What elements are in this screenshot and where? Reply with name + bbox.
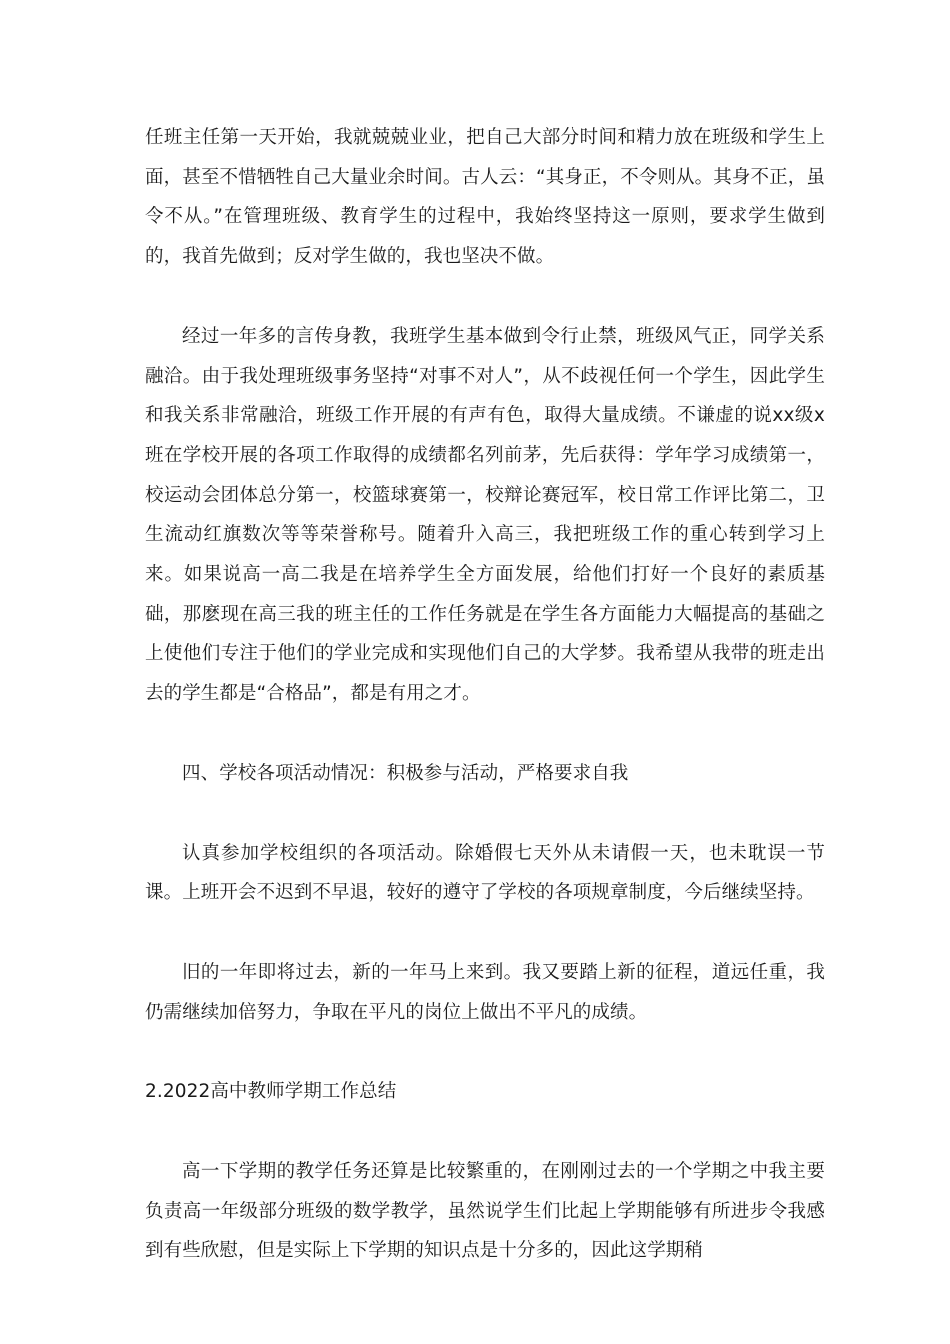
paragraph-spacer	[145, 714, 825, 754]
paragraph-spacer	[145, 1032, 825, 1072]
document-page	[145, 118, 825, 1271]
paragraph-spacer	[145, 277, 825, 317]
paragraph-activities: 认真参加学校组织的各项活动。除婚假七天外从未请假一天，也未耽误一节课。上班开会不迟到不早退，较好的遵守了学校的各项规章制度，今后继续坚持。	[145, 842, 825, 904]
paragraph-spacer	[145, 1112, 825, 1152]
paragraph-spacer	[145, 794, 825, 834]
paragraph-continuation: 任班主任第一天开始，我就兢兢业业，把自己大部分时间和精力放在班级和学生上面，甚至不惜牺牲自己大量业余时间。古人云：“其身正，不令则从。其身不正，虽令不从。”在管理班级、教育学生的过程中，我始终坚持这一原则，要求学生做到的，我首先做到；反对学生做的，我也坚决不做。	[145, 127, 825, 268]
paragraph-spacer	[145, 913, 825, 953]
paragraph-class-achievements: 经过一年多的言传身教，我班学生基本做到令行止禁，班级风气正，同学关系融洽。由于我处理班级事务坚持“对事不对人”，从不歧视任何一个学生，因此学生和我关系非常融洽，班级工作开展的有声有色，取得大量成绩。不谦虚的说xx级x班在学校开展的各项工作取得的成绩都名列前茅，先后获得：学年学习成绩第一，校运动会团体总分第一，校篮球赛第一，校辩论赛冠军，校日常工作评比第二，卫生流动红旗数次等等荣誉称号。随着升入高三，我把班级工作的重心转到学习上来。如果说高一高二我是在培养学生全方面发展，给他们打好一个良好的素质基础，那麽现在高三我的班主任的工作任务就是在学生各方面能力大幅提高的基础之上使他们专注于他们的学业完成和实现他们自己的大学梦。我希望从我带的班走出去的学生都是“合格品”，都是有用之才。	[145, 325, 825, 705]
paragraph-closing: 旧的一年即将过去，新的一年马上来到。我又要踏上新的征程，道远任重，我仍需继续加倍努力，争取在平凡的岗位上做出不平凡的成绩。	[145, 961, 825, 1023]
article-title-2: 2.2022高中教师学期工作总结	[145, 1081, 397, 1103]
section-heading-activities: 四、学校各项活动情况：积极参与活动，严格要求自我	[182, 762, 629, 784]
paragraph-semester-intro: 高一下学期的教学任务还算是比较繁重的，在刚刚过去的一个学期之中我主要负责高一年级部分班级的数学教学，虽然说学生们比起上学期能够有所进步令我感到有些欣慰，但是实际上下学期的知识点是十分多的，因此这学期稍	[145, 1161, 825, 1262]
